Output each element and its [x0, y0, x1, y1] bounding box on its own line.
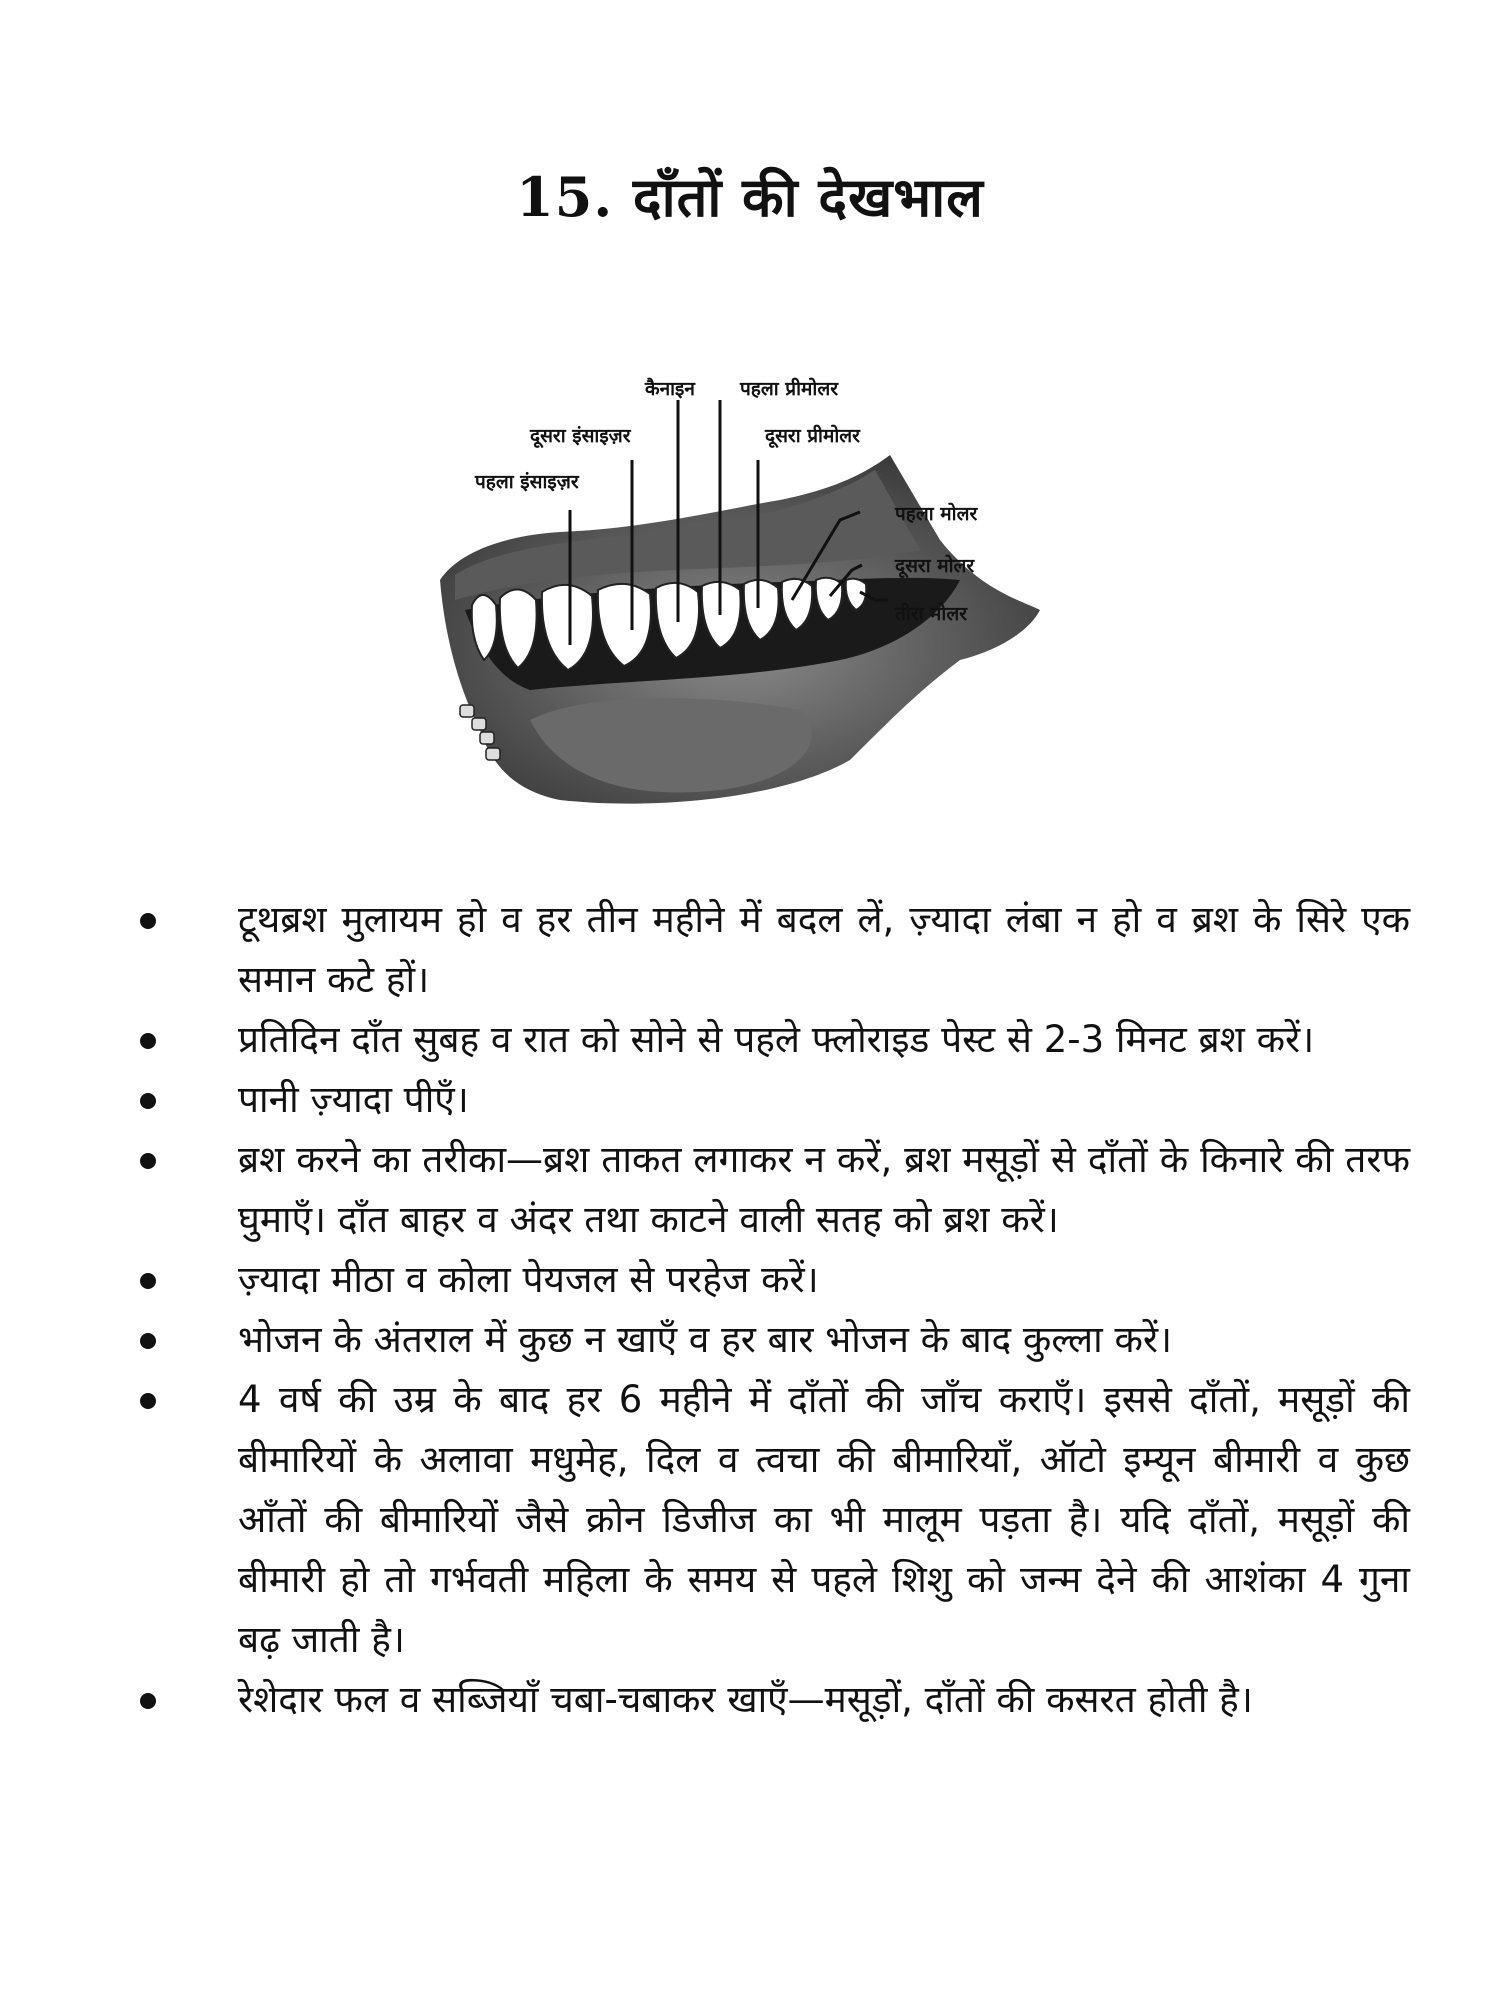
mouth-illustration: [420, 360, 1060, 830]
label-third-molar: तीरा मोलर: [895, 603, 967, 625]
list-item-text: भोजन के अंतराल में कुछ न खाएँ व हर बार भोजन के बाद कुल्ला करें।: [238, 1318, 1173, 1361]
bullet-icon: [140, 1393, 156, 1409]
list-item: [140, 1070, 1410, 1130]
list-item: [140, 1370, 1410, 1670]
label-second-premolar: दूसरा प्रीमोलर: [765, 425, 860, 447]
bullet-icon: [140, 1273, 156, 1289]
bullet-icon: [140, 1333, 156, 1349]
list-item: [140, 1250, 1410, 1310]
label-second-incisor: दूसरा इंसाइज़र: [530, 425, 631, 447]
label-second-molar: दूसरा मोलर: [895, 555, 975, 577]
list-item: [140, 1310, 1410, 1370]
list-item-text: ज़्यादा मीठा व कोला पेयजल से परहेज करें।: [238, 1258, 819, 1301]
label-first-premolar: पहला प्रीमोलर: [740, 378, 838, 400]
bullet-icon: [140, 1033, 156, 1049]
list-item: [140, 890, 1410, 1010]
list-item-text: पानी ज़्यादा पीएँ।: [238, 1078, 469, 1121]
label-first-incisor: पहला इंसाइज़र: [475, 471, 579, 493]
list-item: [140, 1010, 1410, 1070]
list-item-text: 4 वर्ष की उम्र के बाद हर 6 महीने में दाँतों की जाँच कराएँ। इससे दाँतों, मसूड़ों की बीमारियों के अलावा मधुमेह, दिल व त्वचा की बीमारियाँ, ऑटो इम्यून बीमारी व कुछ आँतों की बीमारियों जैसे क्रोन डिजीज का भी मालूम पड़ता है। यदि दाँतों, मसूड़ों की बीमारी हो तो गर्भवती महिला के समय से पहले शिशु को जन्म देने की आशंका 4 गुना बढ़ जाती है।: [238, 1378, 1410, 1661]
list-item: [140, 1130, 1410, 1250]
list-item: [140, 1670, 1410, 1730]
list-item-text: ब्रश करने का तरीका—ब्रश ताकत लगाकर न करें, ब्रश मसूड़ों से दाँतों के किनारे की तरफ घुमाएँ। दाँत बाहर व अंदर तथा काटने वाली सतह को ब्रश करें।: [238, 1138, 1410, 1241]
bullet-icon: [140, 913, 156, 929]
bullet-icon: [140, 1093, 156, 1109]
bullet-icon: [140, 1153, 156, 1169]
page-title: 15. दाँतों की देखभाल: [516, 165, 984, 229]
label-canine: कैनाइन: [645, 378, 695, 400]
list-item-text: टूथब्रश मुलायम हो व हर तीन महीने में बदल लें, ज़्यादा लंबा न हो व ब्रश के सिरे एक समान कटे हों।: [238, 898, 1410, 1001]
label-first-molar: पहला मोलर: [895, 503, 978, 525]
bullet-icon: [140, 1693, 156, 1709]
care-tips-list: [140, 890, 1410, 1730]
list-item-text: रेशेदार फल व सब्जियाँ चबा-चबाकर खाएँ—मसूड़ों, दाँतों की कसरत होती है।: [238, 1678, 1253, 1721]
list-item-text: प्रतिदिन दाँत सुबह व रात को सोने से पहले फ्लोराइड पेस्ट से 2-3 मिनट ब्रश करें।: [238, 1018, 1315, 1061]
teeth-diagram: [420, 360, 1060, 830]
